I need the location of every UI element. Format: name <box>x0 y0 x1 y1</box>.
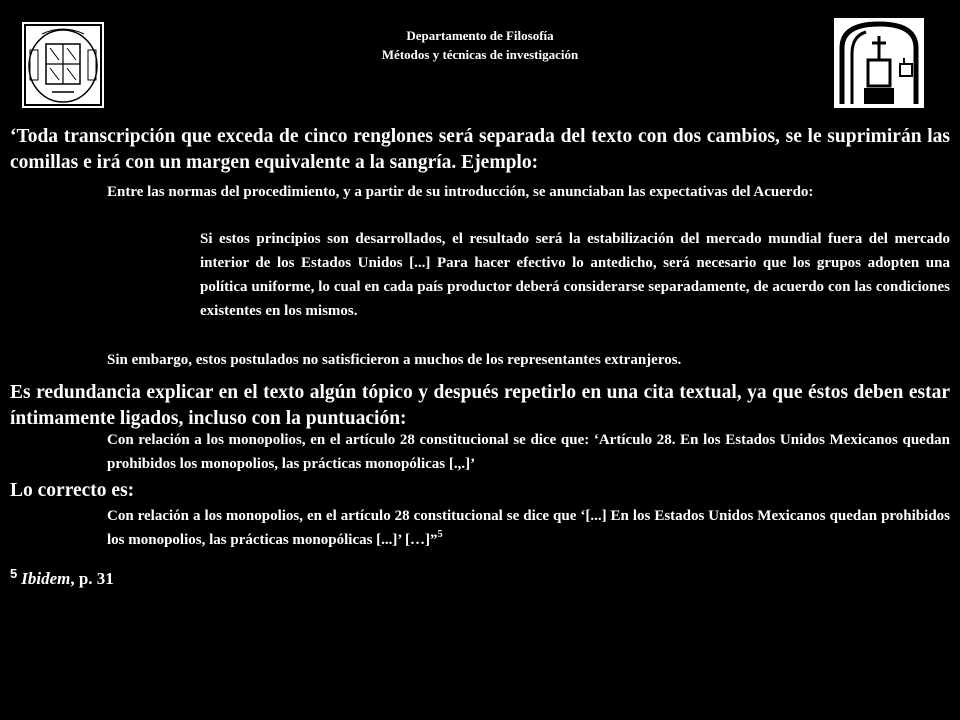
correct-quote-example <box>107 504 950 552</box>
correct-heading: Lo correcto es: <box>10 480 135 501</box>
footnote-page: , p. 31 <box>70 569 114 588</box>
footnote <box>10 566 114 589</box>
university-seal-logo <box>22 22 104 108</box>
footnote-source: Ibidem <box>21 569 71 588</box>
footnote-number: 5 <box>10 566 18 581</box>
incorrect-quote-example: Con relación a los monopolios, en el artículo 28 constitucional se dice que: ‘Artículo 28. En los Estados Unidos Mexicanos quedan prohibidos los monopolios, las prácticas monopólicas [.,.]’ <box>107 432 950 472</box>
nested-block-quote: Si estos principios son desarrollados, el resultado será la estabilización del mercado mundial fuera del mercado interior de los Estados Unidos [...] Para hacer efectivo lo antedicho, será necesario que los grupos adopten una política uniforme, lo cual en cada país productor deberá considerarse separadamente, de acuerdo con las condiciones existentes en los mismos. <box>200 231 950 319</box>
redundancy-paragraph: Es redundancia explicar en el texto algún tópico y después repetirlo en una cita textual, ya que éstos deben estar íntimamente ligados, incluso con la puntuación: <box>10 382 950 429</box>
block-quote-continuation: Sin embargo, estos postulados no satisficieron a muchos de los representantes extranjeros. <box>107 352 682 368</box>
correct-quote-text: Con relación a los monopolios, en el artículo 28 constitucional se dice que ‘[...] En los Estados Unidos Mexicanos quedan prohibidos los monopolios, las prácticas monopólicas [...]’ […]” <box>107 508 950 548</box>
department-title: Departamento de Filosofía <box>406 28 554 43</box>
philosophy-emblem-logo <box>834 18 924 108</box>
block-quote-1: Entre las normas del procedimiento, y a partir de su introducción, se anunciaban las expectativas del Acuerdo: <box>107 184 814 200</box>
course-title: Métodos y técnicas de investigación <box>381 47 579 62</box>
footnote-reference: 5 <box>437 529 443 540</box>
page-header <box>240 26 720 64</box>
intro-paragraph: ‘Toda transcripción que exceda de cinco renglones será separada del texto con dos cambios, se le suprimirán las comillas e irá con un margen equivalente a la sangría. Ejemplo: <box>10 126 950 173</box>
church-emblem-icon <box>834 18 924 108</box>
university-seal-icon <box>22 22 104 108</box>
